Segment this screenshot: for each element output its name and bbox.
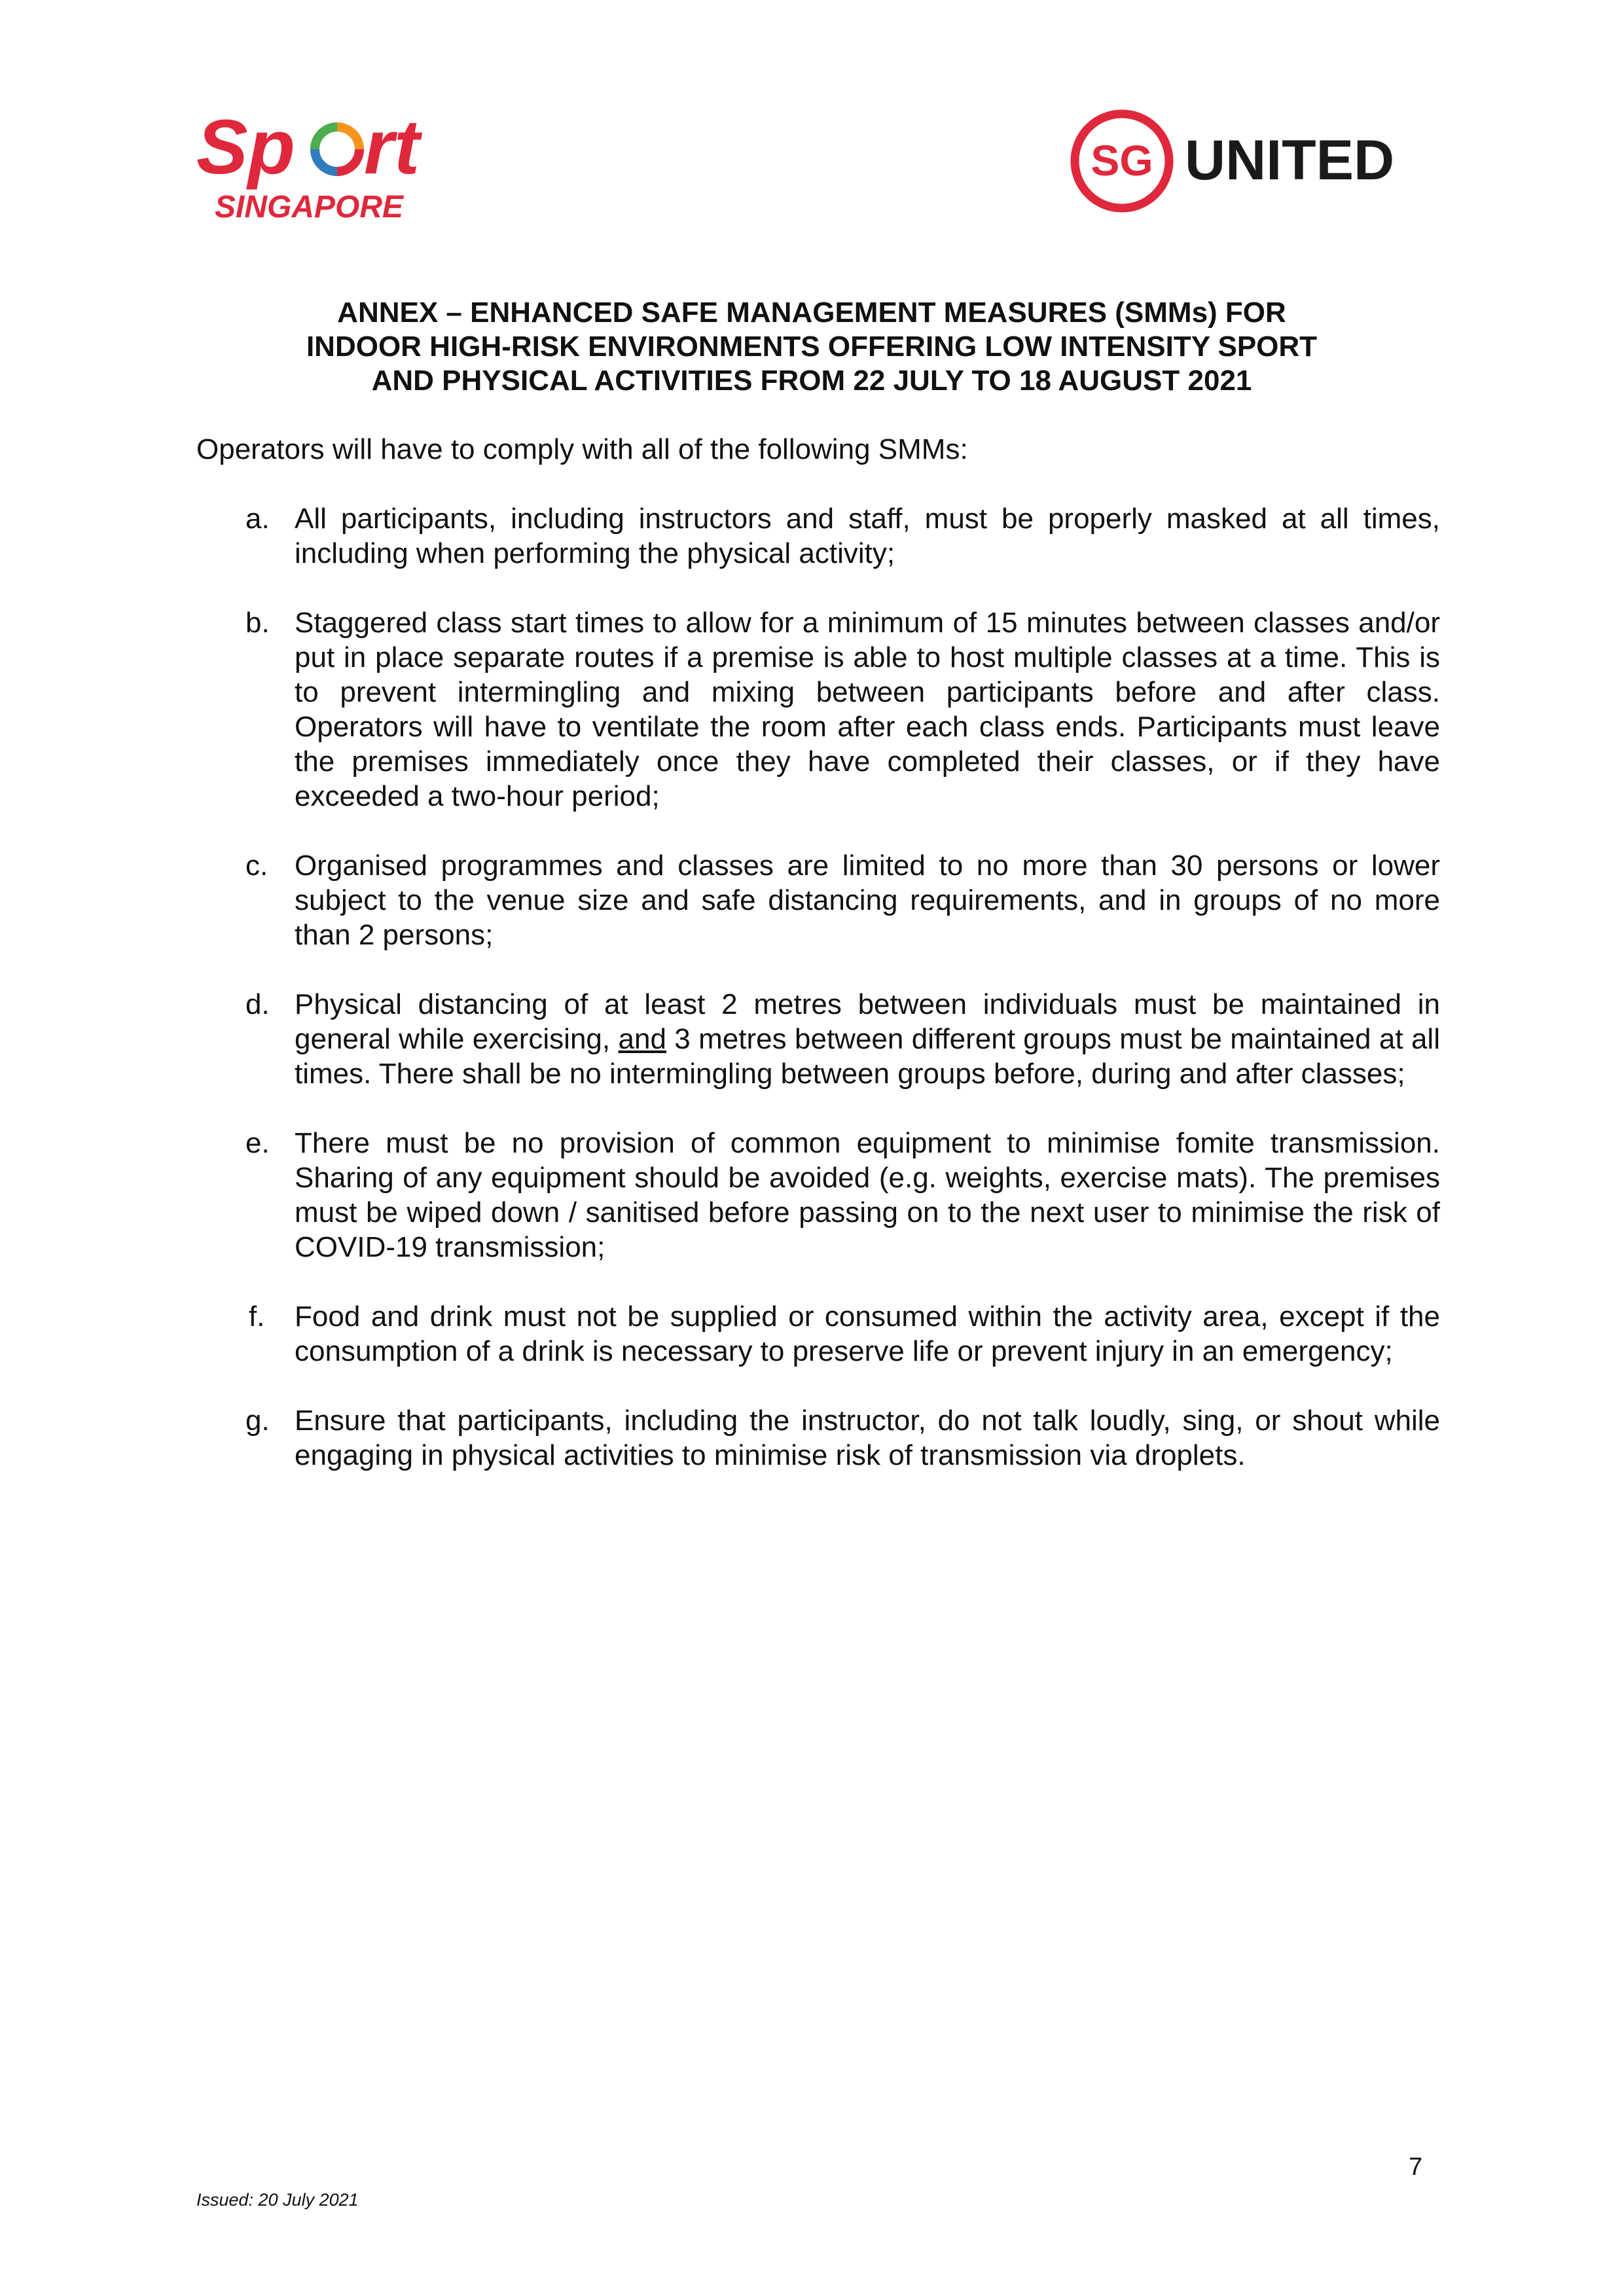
sg-united-logo <box>1067 105 1434 216</box>
list-marker: f. <box>249 1300 265 1333</box>
list-marker: b. <box>245 607 270 639</box>
list-marker: a. <box>245 503 270 535</box>
list-marker: e. <box>245 1127 270 1159</box>
list-item-f <box>196 1299 1440 1369</box>
list-marker: d. <box>245 988 270 1020</box>
title-line-2: INDOOR HIGH-RISK ENVIRONMENTS OFFERING LOW INTENSITY SPORT <box>306 331 1318 363</box>
list-item-text: Food and drink must not be supplied or consumed within the activity area, except if the consumption of a drink is necessary to preserve life or prevent injury in an emergency; <box>295 1300 1440 1367</box>
sport-o-swirl-icon <box>315 127 359 171</box>
list-item-g <box>196 1403 1440 1473</box>
list-item-b <box>196 605 1440 814</box>
sport-wordmark-singapore: SINGAPORE <box>215 190 404 224</box>
united-wordmark: UNITED <box>1185 129 1395 192</box>
list-item-text-end: 3 metres between different groups must be maintained at all times. There shall be no intermingling between groups before, during and after classes; <box>295 1023 1440 1090</box>
smm-list <box>196 501 1440 1507</box>
list-item-text: There must be no provision of common equipment to minimise fomite transmission. Sharing of any equipment should be avoided (e.g. weights, exercise mats). The premises must be wiped down / sanitised before passing on to the next user to minimise the risk of COVID-19 transmission; <box>295 1127 1440 1263</box>
sport-singapore-logo-graphic <box>196 105 445 229</box>
list-item-d <box>196 987 1440 1091</box>
list-item-e <box>196 1126 1440 1265</box>
sport-wordmark-s: Sp <box>196 105 295 190</box>
underlined-and: and <box>618 1023 666 1055</box>
list-item-text: Ensure that participants, including the instructor, do not talk loudly, sing, or shout while engaging in physical activities to minimise risk of transmission via droplets. <box>295 1405 1440 1471</box>
list-item-text: Staggered class start times to allow for a minimum of 15 minutes between classes and/or put in place separate routes if a premise is able to host multiple classes at a time. This is to prevent intermingling and mixing between participants before and after class. Operators will have to ventilate the room after each class ends. Participants must leave the premises immediately once they have completed their classes, or if they have exceeded a two-hour period; <box>295 607 1440 812</box>
title-line-3: AND PHYSICAL ACTIVITIES FROM 22 JULY TO 18 AUGUST 2021 <box>371 365 1252 397</box>
sport-singapore-logo <box>196 105 445 229</box>
sport-wordmark-rt: rt <box>364 105 420 190</box>
title-line-1: ANNEX – ENHANCED SAFE MANAGEMENT MEASURES (SMMs) FOR <box>337 296 1286 329</box>
list-marker: c. <box>245 850 268 882</box>
page-number: 7 <box>1409 2153 1423 2181</box>
list-item-text: Organised programmes and classes are limited to no more than 30 persons or lower subject to the venue size and safe distancing requirements, and in groups of no more than 2 persons; <box>295 850 1440 951</box>
sg-badge-text: SG <box>1091 136 1153 185</box>
list-item-a <box>196 501 1440 571</box>
list-item-text-start: Physical distancing of at least 2 metres between individuals must be maintained in general while exercising, <box>295 988 1440 1055</box>
annex-title <box>196 296 1427 398</box>
list-item-c <box>196 848 1440 952</box>
list-marker: g. <box>245 1405 270 1437</box>
sg-united-logo-graphic <box>1067 105 1434 216</box>
issued-date: Issued: 20 July 2021 <box>196 2190 359 2210</box>
list-item-text: All participants, including instructors and staff, must be properly masked at all times, including when performing the physical activity; <box>295 503 1440 569</box>
intro-paragraph: Operators will have to comply with all of the following SMMs: <box>196 433 968 465</box>
